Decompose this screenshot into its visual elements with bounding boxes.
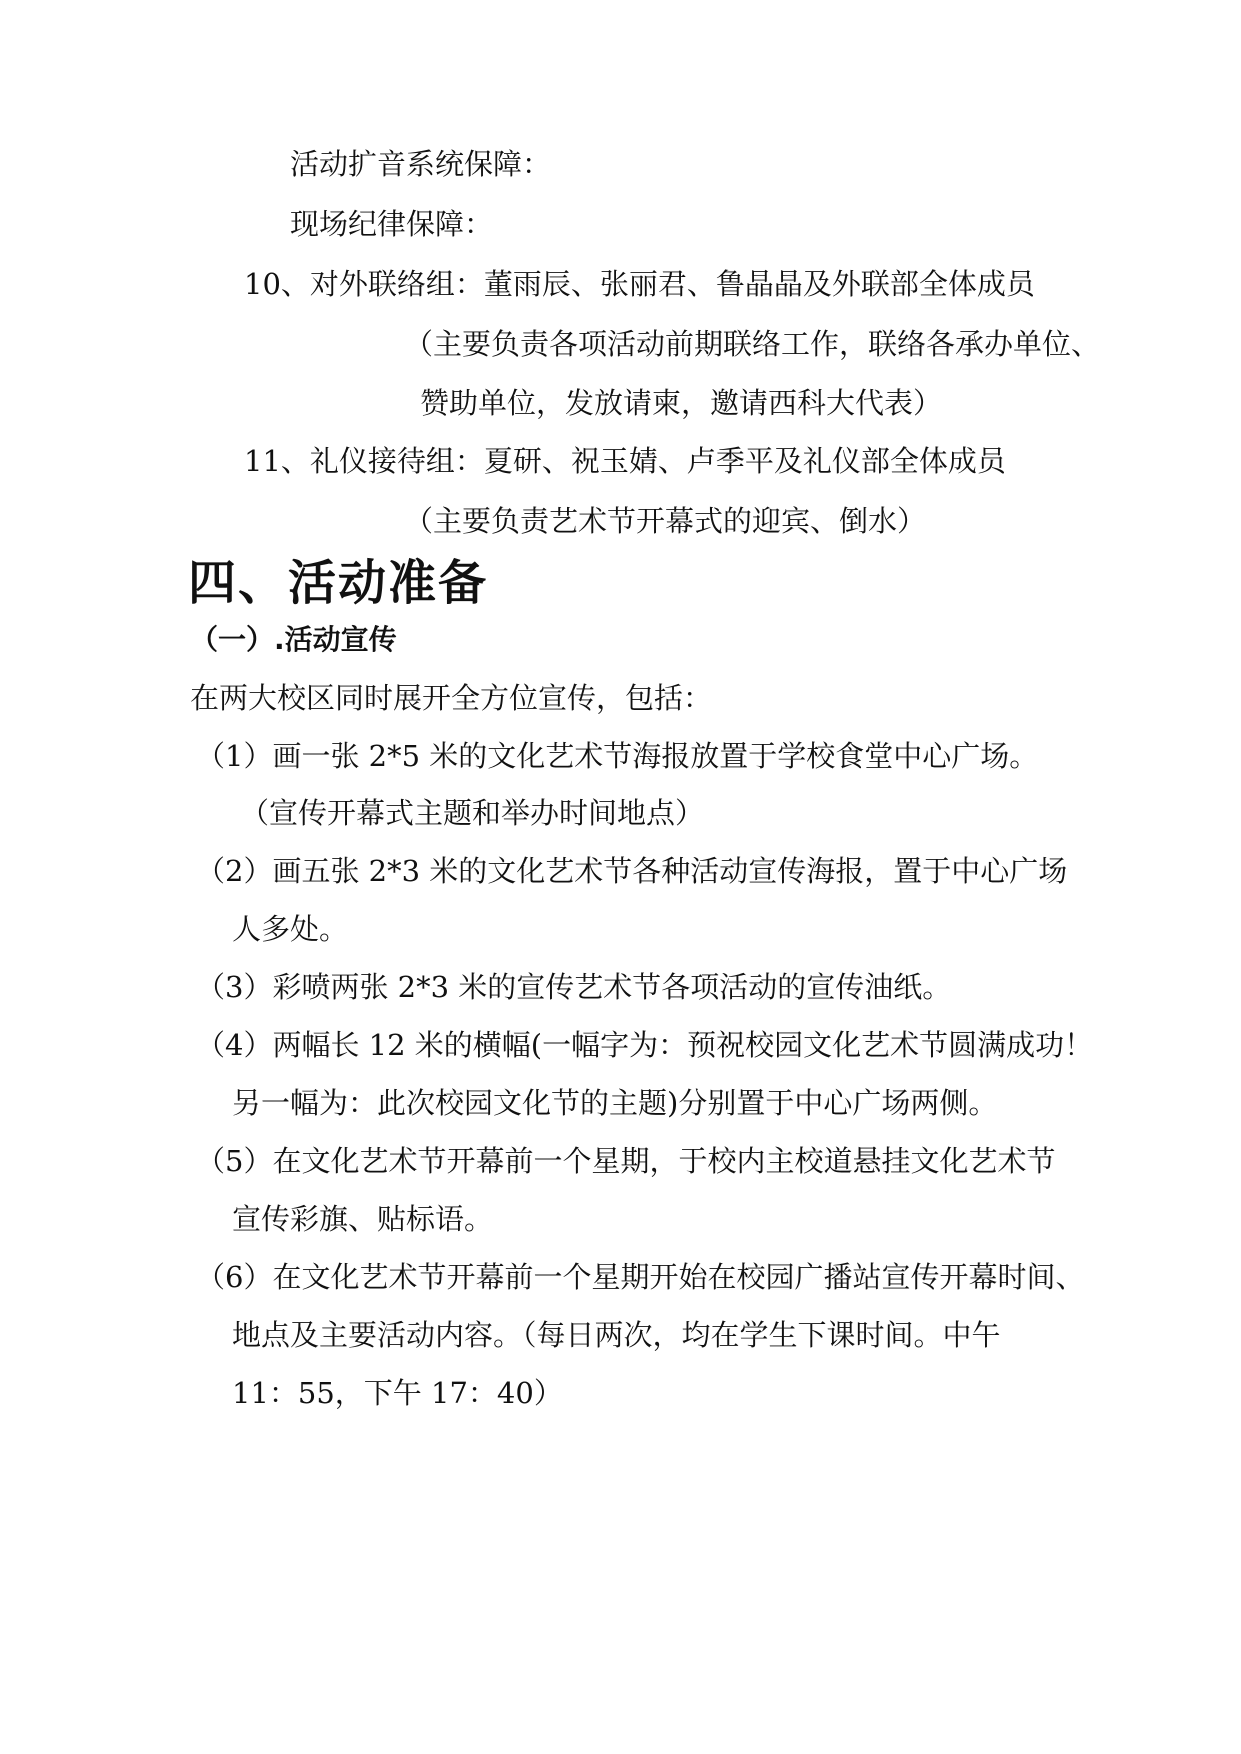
group-10-title: 10、对外联络组：董雨辰、张丽君、鲁晶晶及外联部全体成员 (244, 267, 1035, 301)
group-11-desc-line-1: （主要负责艺术节开幕式的迎宾、倒水） (404, 504, 927, 538)
item-2-line-1: （2）画五张 2*3 米的文化艺术节各种活动宣传海报，置于中心广场 (196, 854, 1068, 888)
item-2-line-2: 人多处。 (232, 912, 349, 946)
group-11-title: 11、礼仪接待组：夏研、祝玉婧、卢季平及礼仪部全体成员 (244, 444, 1006, 478)
item-3-line-1: （3）彩喷两张 2*3 米的宣传艺术节各项活动的宣传油纸。 (196, 970, 952, 1004)
item-6-line-3: 11：55，下午 17：40） (232, 1376, 563, 1410)
item-4-line-1: （4）两幅长 12 米的横幅(一幅字为：预祝校园文化艺术节圆满成功！ (196, 1028, 1094, 1062)
item-1-line-2: （宣传开幕式主题和举办时间地点） (240, 796, 705, 830)
group-10-desc-line-1: （主要负责各项活动前期联络工作，联络各承办单位、 (404, 327, 1101, 361)
item-4-line-2: 另一幅为：此次校园文化节的主题)分别置于中心广场两侧。 (232, 1086, 998, 1120)
section-heading: 四、活动准备 (188, 555, 489, 611)
role-audio: 活动扩音系统保障： (290, 147, 552, 181)
item-1-line-1: （1）画一张 2*5 米的文化艺术节海报放置于学校食堂中心广场。 (196, 739, 1039, 773)
item-6-line-1: （6）在文化艺术节开幕前一个星期开始在校园广播站宣传开幕时间、 (196, 1260, 1085, 1294)
item-5-line-1: （5）在文化艺术节开幕前一个星期，于校内主校道悬挂文化艺术节 (196, 1144, 1056, 1178)
section-subheading: （一）.活动宣传 (190, 623, 397, 656)
group-10-desc-line-2: 赞助单位，发放请柬，邀请西科大代表） (420, 386, 943, 420)
item-5-line-2: 宣传彩旗、贴标语。 (232, 1202, 494, 1236)
item-6-line-2: 地点及主要活动内容。（每日两次，均在学生下课时间。中午 (232, 1318, 1001, 1352)
section-intro: 在两大校区同时展开全方位宣传，包括： (190, 681, 713, 715)
role-discipline: 现场纪律保障： (290, 207, 494, 241)
